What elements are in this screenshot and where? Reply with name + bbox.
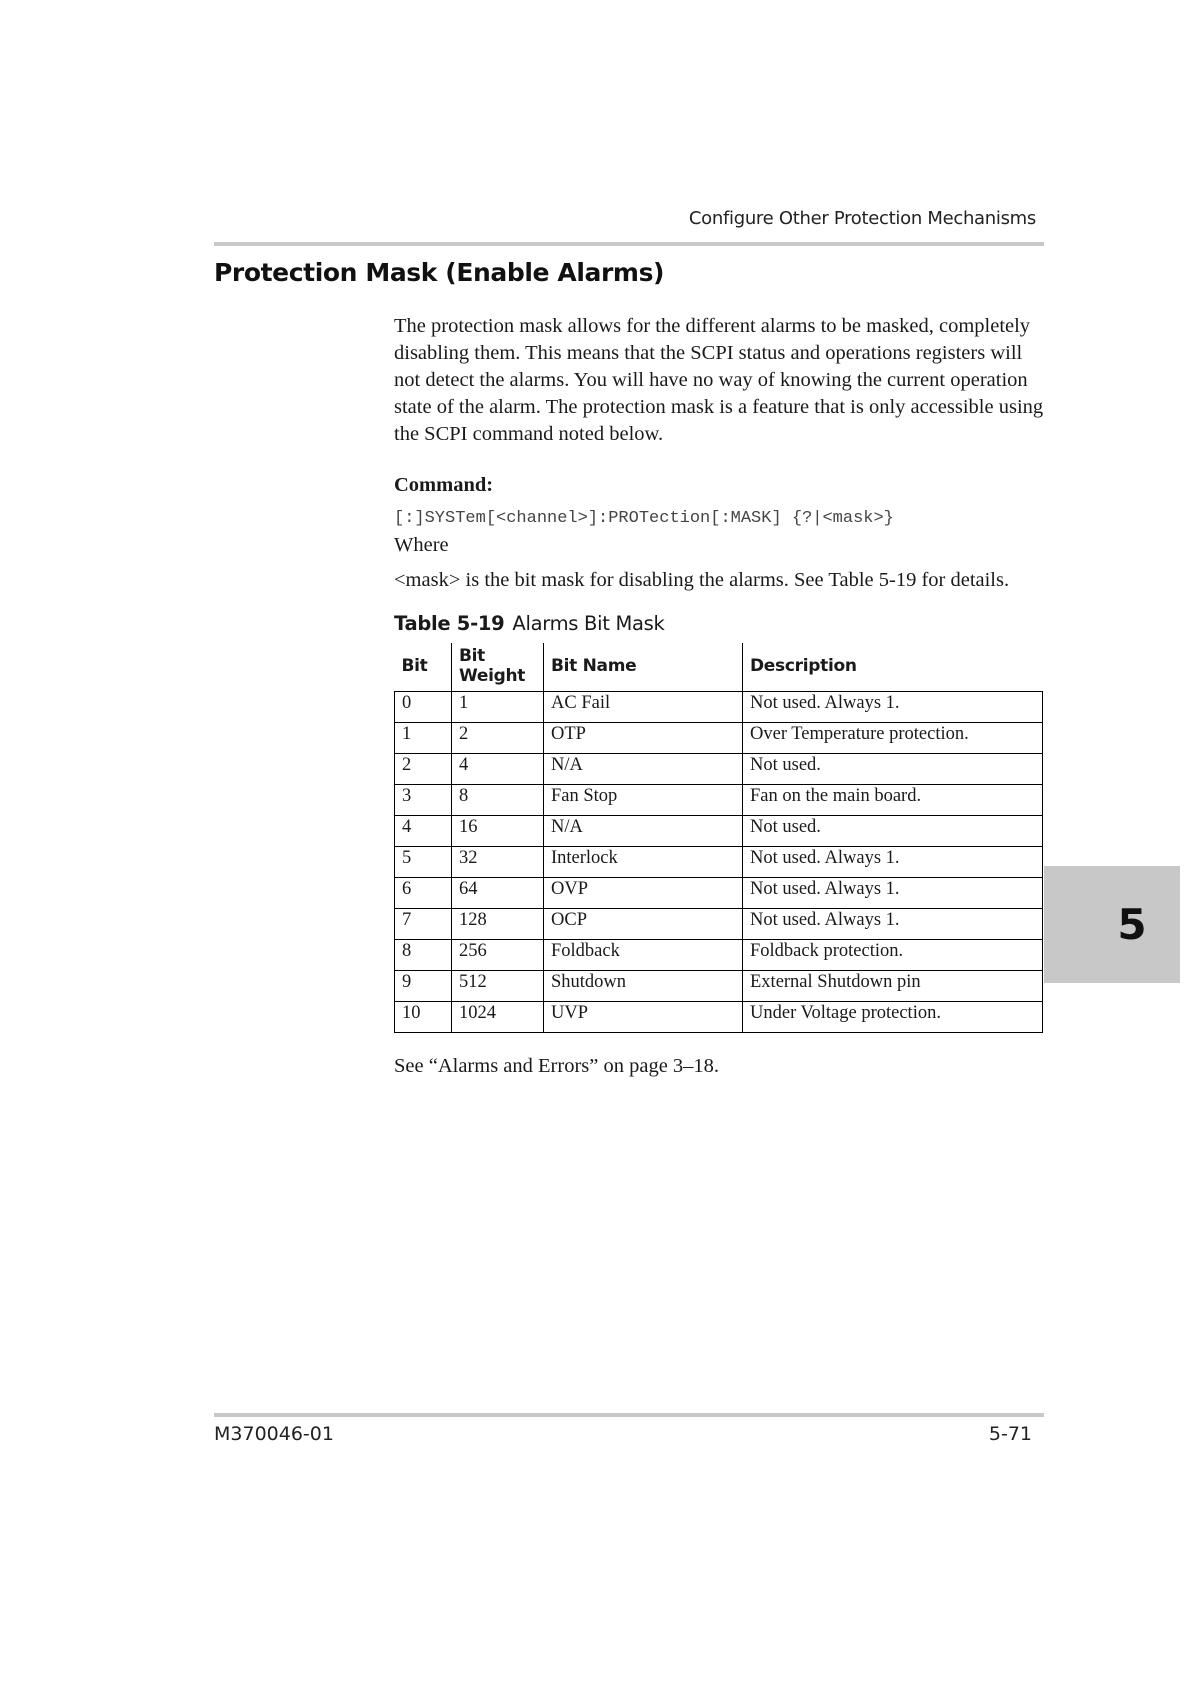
table-row <box>395 692 1043 723</box>
cell-bit-weight: 1024 <box>452 1002 544 1033</box>
table-row <box>395 754 1043 785</box>
cell-bit-name: Fan Stop <box>544 785 743 816</box>
column-header-bit: Bit <box>395 643 452 692</box>
cell-description: Not used. Always 1. <box>743 692 1043 723</box>
header-rule <box>214 242 1044 246</box>
table-row <box>395 723 1043 754</box>
table-caption <box>394 612 1044 635</box>
cell-bit-name: OVP <box>544 878 743 909</box>
cell-bit-weight: 16 <box>452 816 544 847</box>
cell-bit: 5 <box>395 847 452 878</box>
table-header-row <box>395 643 1043 692</box>
cell-bit-name: Interlock <box>544 847 743 878</box>
column-header-description: Description <box>743 643 1043 692</box>
command-heading: Command: <box>394 474 494 496</box>
content-body <box>394 313 1044 1080</box>
table-row <box>395 847 1043 878</box>
cell-bit-weight: 256 <box>452 940 544 971</box>
cell-bit-name: OCP <box>544 909 743 940</box>
cell-description: Not used. Always 1. <box>743 878 1043 909</box>
table-row <box>395 816 1043 847</box>
cell-bit-weight: 2 <box>452 723 544 754</box>
cell-bit-name: N/A <box>544 816 743 847</box>
cell-description: Not used. Always 1. <box>743 847 1043 878</box>
cell-bit: 8 <box>395 940 452 971</box>
cell-description: Not used. <box>743 816 1043 847</box>
cell-bit-name: AC Fail <box>544 692 743 723</box>
intro-paragraph: The protection mask allows for the different alarms to be masked, completely disabling them. This means that the SCPI status and operations registers will not detect the alarms. You will have no way of knowing the current operation state of the alarm. The protection mask is a feature that is only accessible using the SCPI command noted below. <box>394 315 1044 445</box>
table-row <box>395 909 1043 940</box>
table-row <box>395 1002 1043 1033</box>
cell-bit-weight: 512 <box>452 971 544 1002</box>
cell-description: Over Temperature protection. <box>743 723 1043 754</box>
mask-description: <mask> is the bit mask for disabling the alarms. See Table 5-19 for details. <box>394 569 1010 591</box>
alarms-bit-mask-table <box>394 643 1043 1033</box>
cell-bit: 6 <box>395 878 452 909</box>
command-syntax: [:]SYSTem[<channel>]:PROTection[:MASK] {?|<mask>} <box>394 509 894 528</box>
see-also-reference: See “Alarms and Errors” on page 3–18. <box>394 1055 720 1077</box>
table-body <box>395 692 1043 1033</box>
table-row <box>395 940 1043 971</box>
cell-bit: 7 <box>395 909 452 940</box>
cell-bit: 4 <box>395 816 452 847</box>
column-header-bit-name: Bit Name <box>544 643 743 692</box>
table-caption-number: Table 5-19 <box>394 612 505 635</box>
cell-description: Fan on the main board. <box>743 785 1043 816</box>
cell-bit: 1 <box>395 723 452 754</box>
table-caption-title: Alarms Bit Mask <box>512 612 665 635</box>
cell-bit-weight: 1 <box>452 692 544 723</box>
table-row <box>395 785 1043 816</box>
cell-bit-name: OTP <box>544 723 743 754</box>
cell-bit-weight: 32 <box>452 847 544 878</box>
cell-bit: 3 <box>395 785 452 816</box>
cell-description: Foldback protection. <box>743 940 1043 971</box>
chapter-tab-number: 5 <box>1117 900 1147 949</box>
document-number: M370046-01 <box>214 1423 334 1445</box>
cell-bit-name: Shutdown <box>544 971 743 1002</box>
chapter-tab <box>1044 866 1180 983</box>
cell-description: External Shutdown pin <box>743 971 1043 1002</box>
table-row <box>395 971 1043 1002</box>
cell-bit-weight: 4 <box>452 754 544 785</box>
cell-bit-name: Foldback <box>544 940 743 971</box>
cell-bit: 0 <box>395 692 452 723</box>
footer-rule <box>214 1413 1044 1417</box>
where-label: Where <box>394 534 449 556</box>
column-header-bit-weight: Bit Weight <box>452 643 544 692</box>
cell-bit: 10 <box>395 1002 452 1033</box>
cell-bit-name: N/A <box>544 754 743 785</box>
cell-description: Not used. Always 1. <box>743 909 1043 940</box>
table-row <box>395 878 1043 909</box>
cell-bit: 9 <box>395 971 452 1002</box>
running-header: Configure Other Protection Mechanisms <box>688 208 1036 229</box>
cell-bit-weight: 128 <box>452 909 544 940</box>
cell-bit-name: UVP <box>544 1002 743 1033</box>
cell-bit-weight: 8 <box>452 785 544 816</box>
cell-description: Under Voltage protection. <box>743 1002 1043 1033</box>
cell-description: Not used. <box>743 754 1043 785</box>
page-number: 5-71 <box>988 1423 1032 1445</box>
cell-bit: 2 <box>395 754 452 785</box>
section-title: Protection Mask (Enable Alarms) <box>214 258 665 287</box>
cell-bit-weight: 64 <box>452 878 544 909</box>
